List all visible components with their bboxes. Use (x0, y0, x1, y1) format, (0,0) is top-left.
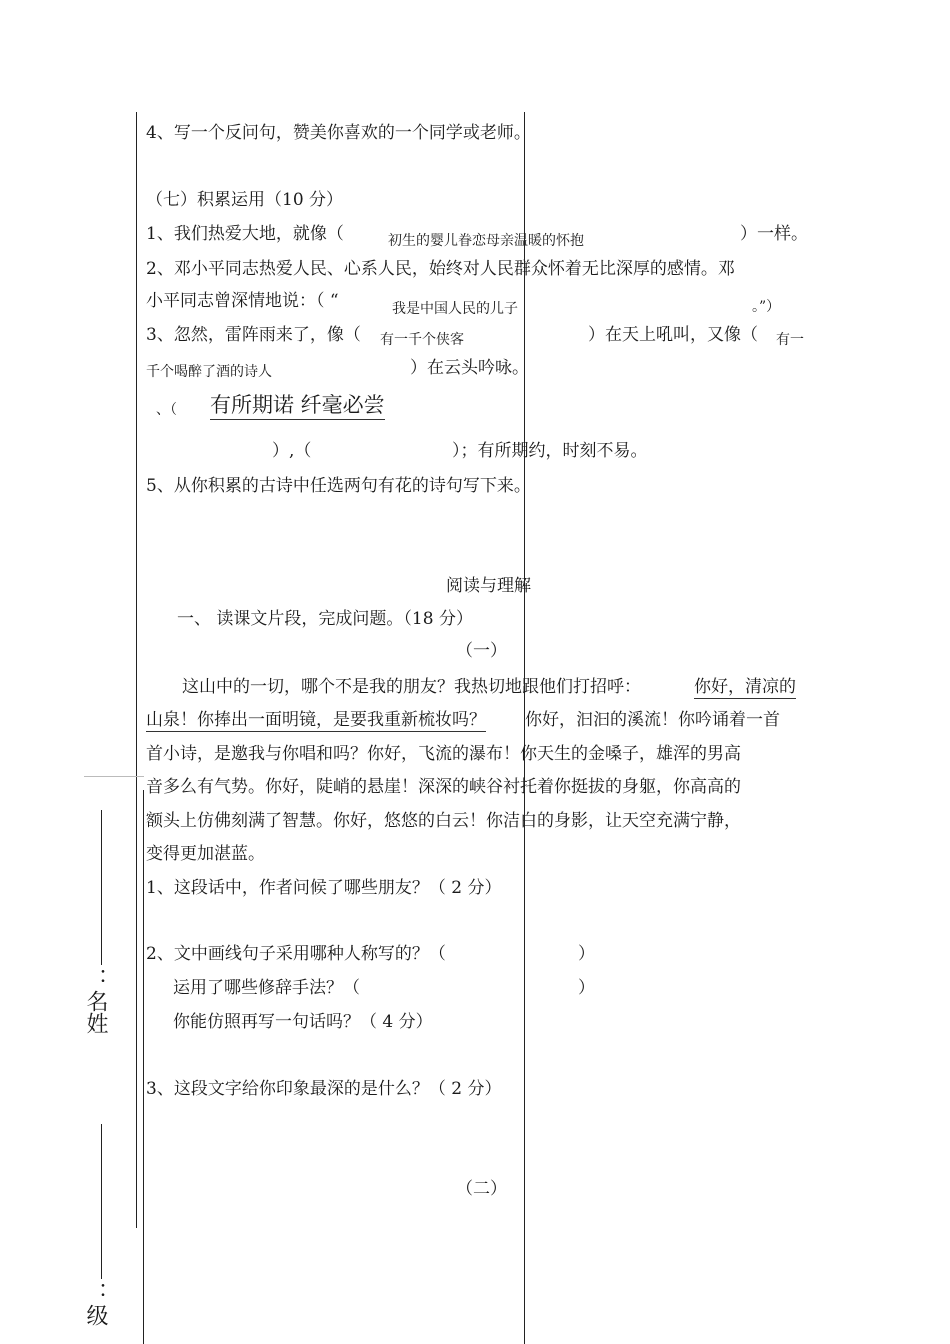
binding-horizontal-line (84, 776, 144, 777)
passage-line4: 音多么有气势。你好，陡峭的悬崖！深深的峡谷衬托着你挺拔的身躯，你高高的 (146, 777, 741, 797)
reading-sub2: （二） (456, 1179, 507, 1199)
reading-q2a: 2、文中画线句子采用哪种人称写的？（ (146, 944, 446, 964)
item4-line2: ）,（ (272, 441, 312, 461)
item1-prefix: 1、我们热爱大地，就像（ (146, 224, 344, 244)
left-margin-line (136, 112, 137, 1228)
left-edge-line (143, 790, 144, 1344)
binding-class-line (101, 1124, 102, 1279)
passage-line2a-underlined: 山泉！你捧出一面明镜，是要我重新梳妆吗？ (146, 710, 486, 730)
reading-q2a-end: ） (578, 944, 595, 964)
item4-answer: 有所期诺 纤毫必尝 (210, 391, 385, 420)
item3-mid: ）在天上吼叫，又像（ (588, 325, 758, 345)
section7-title: （七）积累运用（10 分） (146, 190, 344, 210)
reading-q3: 3、这段文字给你印象最深的是什么？（ 2 分） (146, 1079, 502, 1099)
item3-answer2b: 千个喝醉了酒的诗人 (146, 364, 272, 380)
passage-line1a: 这山中的一切，哪个不是我的朋友？我热切地跟他们打招呼： (182, 677, 641, 697)
item4-line2b: ）；有所期约，时刻不易。 (452, 441, 648, 461)
item1-answer: 初生的婴儿眷恋母亲温暖的怀抱 (388, 233, 584, 249)
passage-line3: 首小诗，是邀我与你唱和吗？你好，飞流的瀑布！你天生的金嗓子，雄浑的男高 (146, 744, 741, 764)
q7-4-text: 4、写一个反问句，赞美你喜欢的一个同学或老师。 (146, 123, 531, 143)
reading-title: 阅读与理解 (446, 576, 531, 596)
reading-q2c: 你能仿照再写一句话吗？（ 4 分） (173, 1012, 433, 1032)
item1-suffix: ）一样。 (740, 224, 808, 244)
class-label: ：级 (83, 1282, 108, 1326)
reading-q2b-end: ） (578, 978, 595, 998)
item5-text: 5、从你积累的古诗中任选两句有花的诗句写下来。 (146, 476, 531, 496)
reading-q2b: 运用了哪些修辞手法？（ (173, 978, 360, 998)
item3-prefix: 3、忽然，雷阵雨来了，像（ (146, 325, 361, 345)
passage-line5: 额头上仿佛刻满了智慧。你好，悠悠的白云！你洁白的身影，让天空充满宁静， (146, 811, 741, 831)
reading-part1: 一、 读课文片段，完成问题。（18 分） (177, 609, 473, 629)
item3-answer2a: 有一 (776, 332, 804, 348)
item2-line1: 2、邓小平同志热爱人民、心系人民，始终对人民群众怀着无比深厚的感情。邓 (146, 259, 735, 279)
passage-line6: 变得更加湛蓝。 (146, 844, 265, 864)
item2-line2: 小平同志曾深情地说：（ “ (146, 291, 339, 311)
reading-sub1: （一） (456, 641, 507, 661)
item2-answer: 我是中国人民的儿子 (392, 301, 518, 317)
binding-name-line (101, 810, 102, 965)
item2-end: 。”） (752, 299, 781, 315)
passage-line2b: 你好，汩汩的溪流！你吟诵着一首 (525, 710, 780, 730)
item4-prefix: 、（ (156, 402, 177, 418)
item3-end: ）在云头吟咏。 (410, 358, 529, 378)
item3-answer1: 有一千个侠客 (380, 332, 464, 348)
reading-q1: 1、这段话中，作者问候了哪些朋友？（ 2 分） (146, 878, 502, 898)
name-label: ：名姓 (83, 968, 108, 1034)
passage-line1b-underlined: 你好，清凉的 (694, 677, 796, 697)
